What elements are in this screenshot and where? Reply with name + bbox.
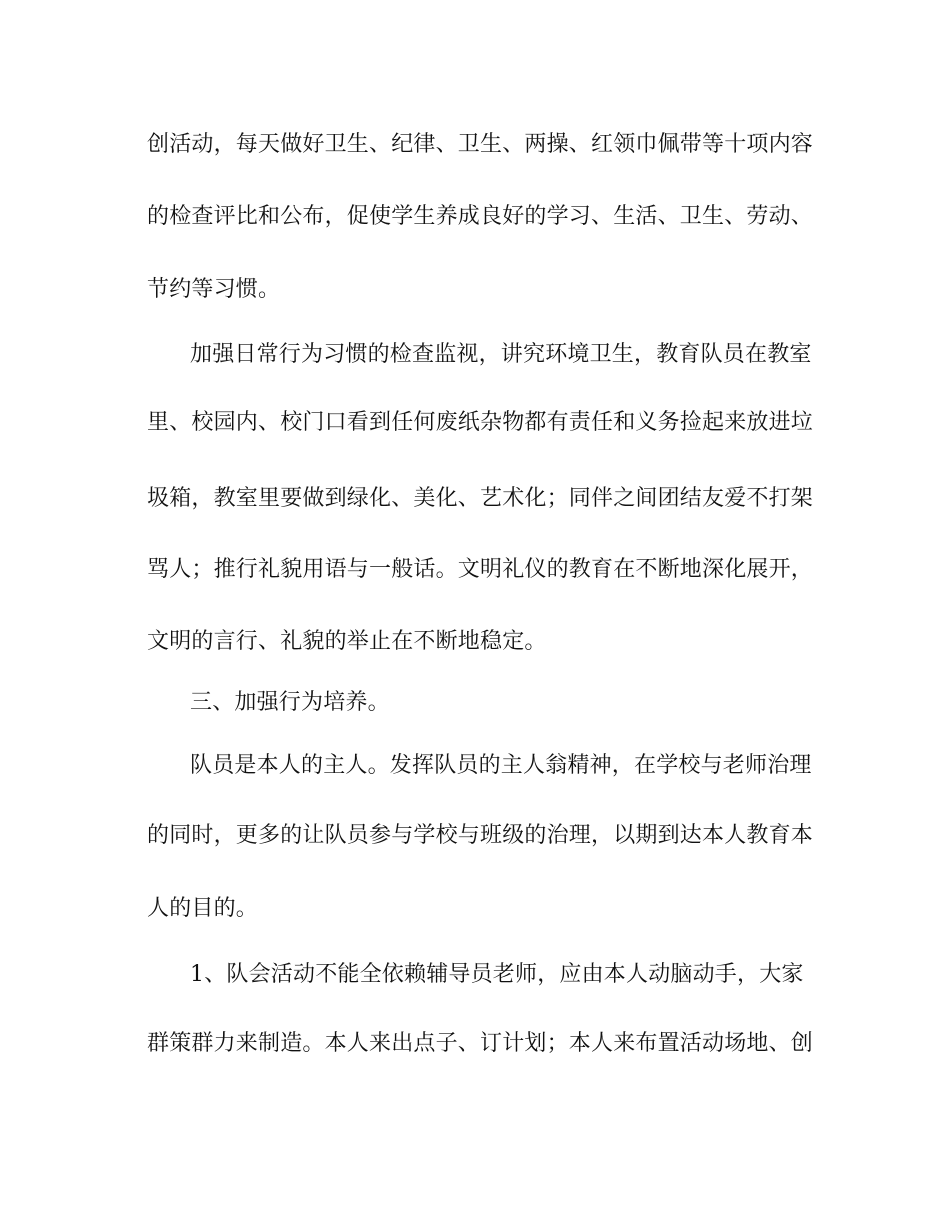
text-line: 的同时，更多的让队员参与学校与班级的治理，以期到达本人教育本	[147, 823, 814, 848]
text-line: 文明的言行、礼貌的举止在不断地稳定。	[147, 629, 547, 654]
text-line: 人的目的。	[147, 896, 259, 921]
text-line: 的检查评比和公布，促使学生养成良好的学习、生活、卫生、劳动、	[147, 204, 814, 229]
paragraph-start-line: 队员是本人的主人。发挥队员的主人翁精神，在学校与老师治理	[190, 753, 812, 778]
text-line: 骂人；推行礼貌用语与一般话。文明礼仪的教育在不断地深化展开，	[147, 557, 814, 582]
text-line: 创活动，每天做好卫生、纪律、卫生、两操、红领巾佩带等十项内容	[147, 132, 814, 157]
paragraph-start-line: 1、队会活动不能全依赖辅导员老师，应由本人动脑动手，大家	[190, 962, 804, 987]
section-heading: 三、加强行为培养。	[190, 690, 390, 715]
text-line: 圾箱，教室里要做到绿化、美化、艺术化；同伴之间团结友爱不打架	[147, 486, 814, 511]
text-line: 里、校园内、校门口看到任何废纸杂物都有责任和义务捡起来放进垃	[147, 410, 814, 435]
text-line: 节约等习惯。	[147, 277, 281, 302]
text-line: 群策群力来制造。本人来出点子、订计划；本人来布置活动场地、创	[147, 1031, 814, 1056]
paragraph-start-line: 加强日常行为习惯的检查监视，讲究环境卫生，教育队员在教室	[190, 342, 812, 367]
